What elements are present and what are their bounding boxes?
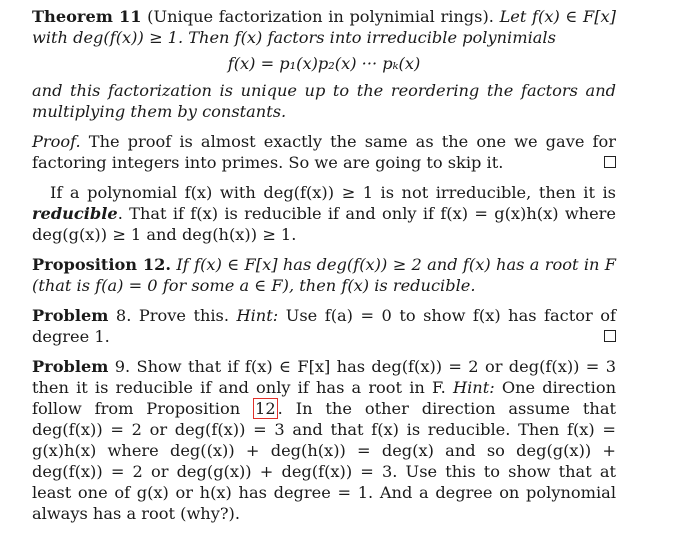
reducible-definition — [32, 182, 616, 245]
problem-8-hint-label: Hint: — [236, 306, 279, 325]
theorem-display-equation: f(x) = p₁(x)p₂(x) ··· pₖ(x) — [227, 54, 421, 73]
problem-8-number: 8. — [115, 306, 132, 325]
proposition-text: If f(x) ∈ F[x] has deg(f(x)) ≥ 2 and f(x) has a root in F (that is f(a) = 0 for some a ∈ F), then f(x) is reducible. — [32, 255, 616, 295]
reducible-text-1: If a polynomial f(x) with deg(f(x)) ≥ 1 is not irreducible, then it is — [50, 183, 616, 202]
proposition-12-link[interactable]: 12 — [255, 399, 276, 418]
proof-text: The proof is almost exactly the same as the one we gave for factoring integers into primes. So we are going to skip it. — [32, 132, 616, 172]
qed-box-icon — [604, 330, 616, 342]
proposition-block — [32, 254, 616, 296]
problem-9-text-2: One direction follow from Proposition — [32, 378, 617, 418]
problem-8-text-1: Prove this. — [138, 306, 230, 325]
problem-9-text-1: Show that if f(x) ∈ F[x] has deg(f(x)) = 2 or deg(f(x)) = 3 then it is reducible if and only if has a root in F. — [32, 357, 616, 397]
proof-label: Proof. — [32, 132, 81, 151]
theorem-block — [32, 6, 616, 48]
qed-box-icon — [604, 156, 616, 168]
problem-8-text-2: Use f(a) = 0 to show f(x) has factor of degree 1. — [32, 306, 616, 346]
reducible-term: reducible — [32, 204, 118, 223]
problem-9-block — [32, 356, 616, 524]
proof-block — [32, 131, 616, 173]
theorem-title: (Unique factorization in polynimial rings). — [147, 7, 494, 26]
proposition-label: Proposition 12. — [32, 255, 172, 274]
reducible-text-2: . That if f(x) is reducible if and only if f(x) = g(x)h(x) where deg(g(x)) ≥ 1 and deg(h(x)) ≥ 1. — [32, 204, 616, 244]
problem-9-text-3: . In the other direction assume that deg(f(x)) = 2 or deg(f(x)) = 3 and that f(x) is reducible. Then f(x) = g(x)h(x) where deg((x)) + deg(h(x)) = deg(x) and so deg(g(x)) + deg(f(x)) = 2 or deg(g(x)) + deg(f(x)) = 3. Use this to show that at least one of g(x) or h(x) has degree = 1. And a degree on polynomial always has a root (why?). — [32, 399, 616, 523]
problem-8-label: Problem — [32, 306, 109, 325]
problem-9-hint-label: Hint: — [452, 378, 495, 397]
problem-9-label: Problem — [32, 357, 109, 376]
theorem-statement: Let f(x) ∈ F[x] with deg(f(x)) ≥ 1. Then f(x) factors into irreducible polynimials — [32, 7, 616, 47]
theorem-label: Theorem 11 — [32, 7, 142, 26]
theorem-statement-continued: and this factorization is unique up to the reordering the factors and multiplying them by constants. — [32, 81, 616, 121]
problem-8-block — [32, 305, 616, 347]
problem-9-number: 9. — [114, 357, 131, 376]
